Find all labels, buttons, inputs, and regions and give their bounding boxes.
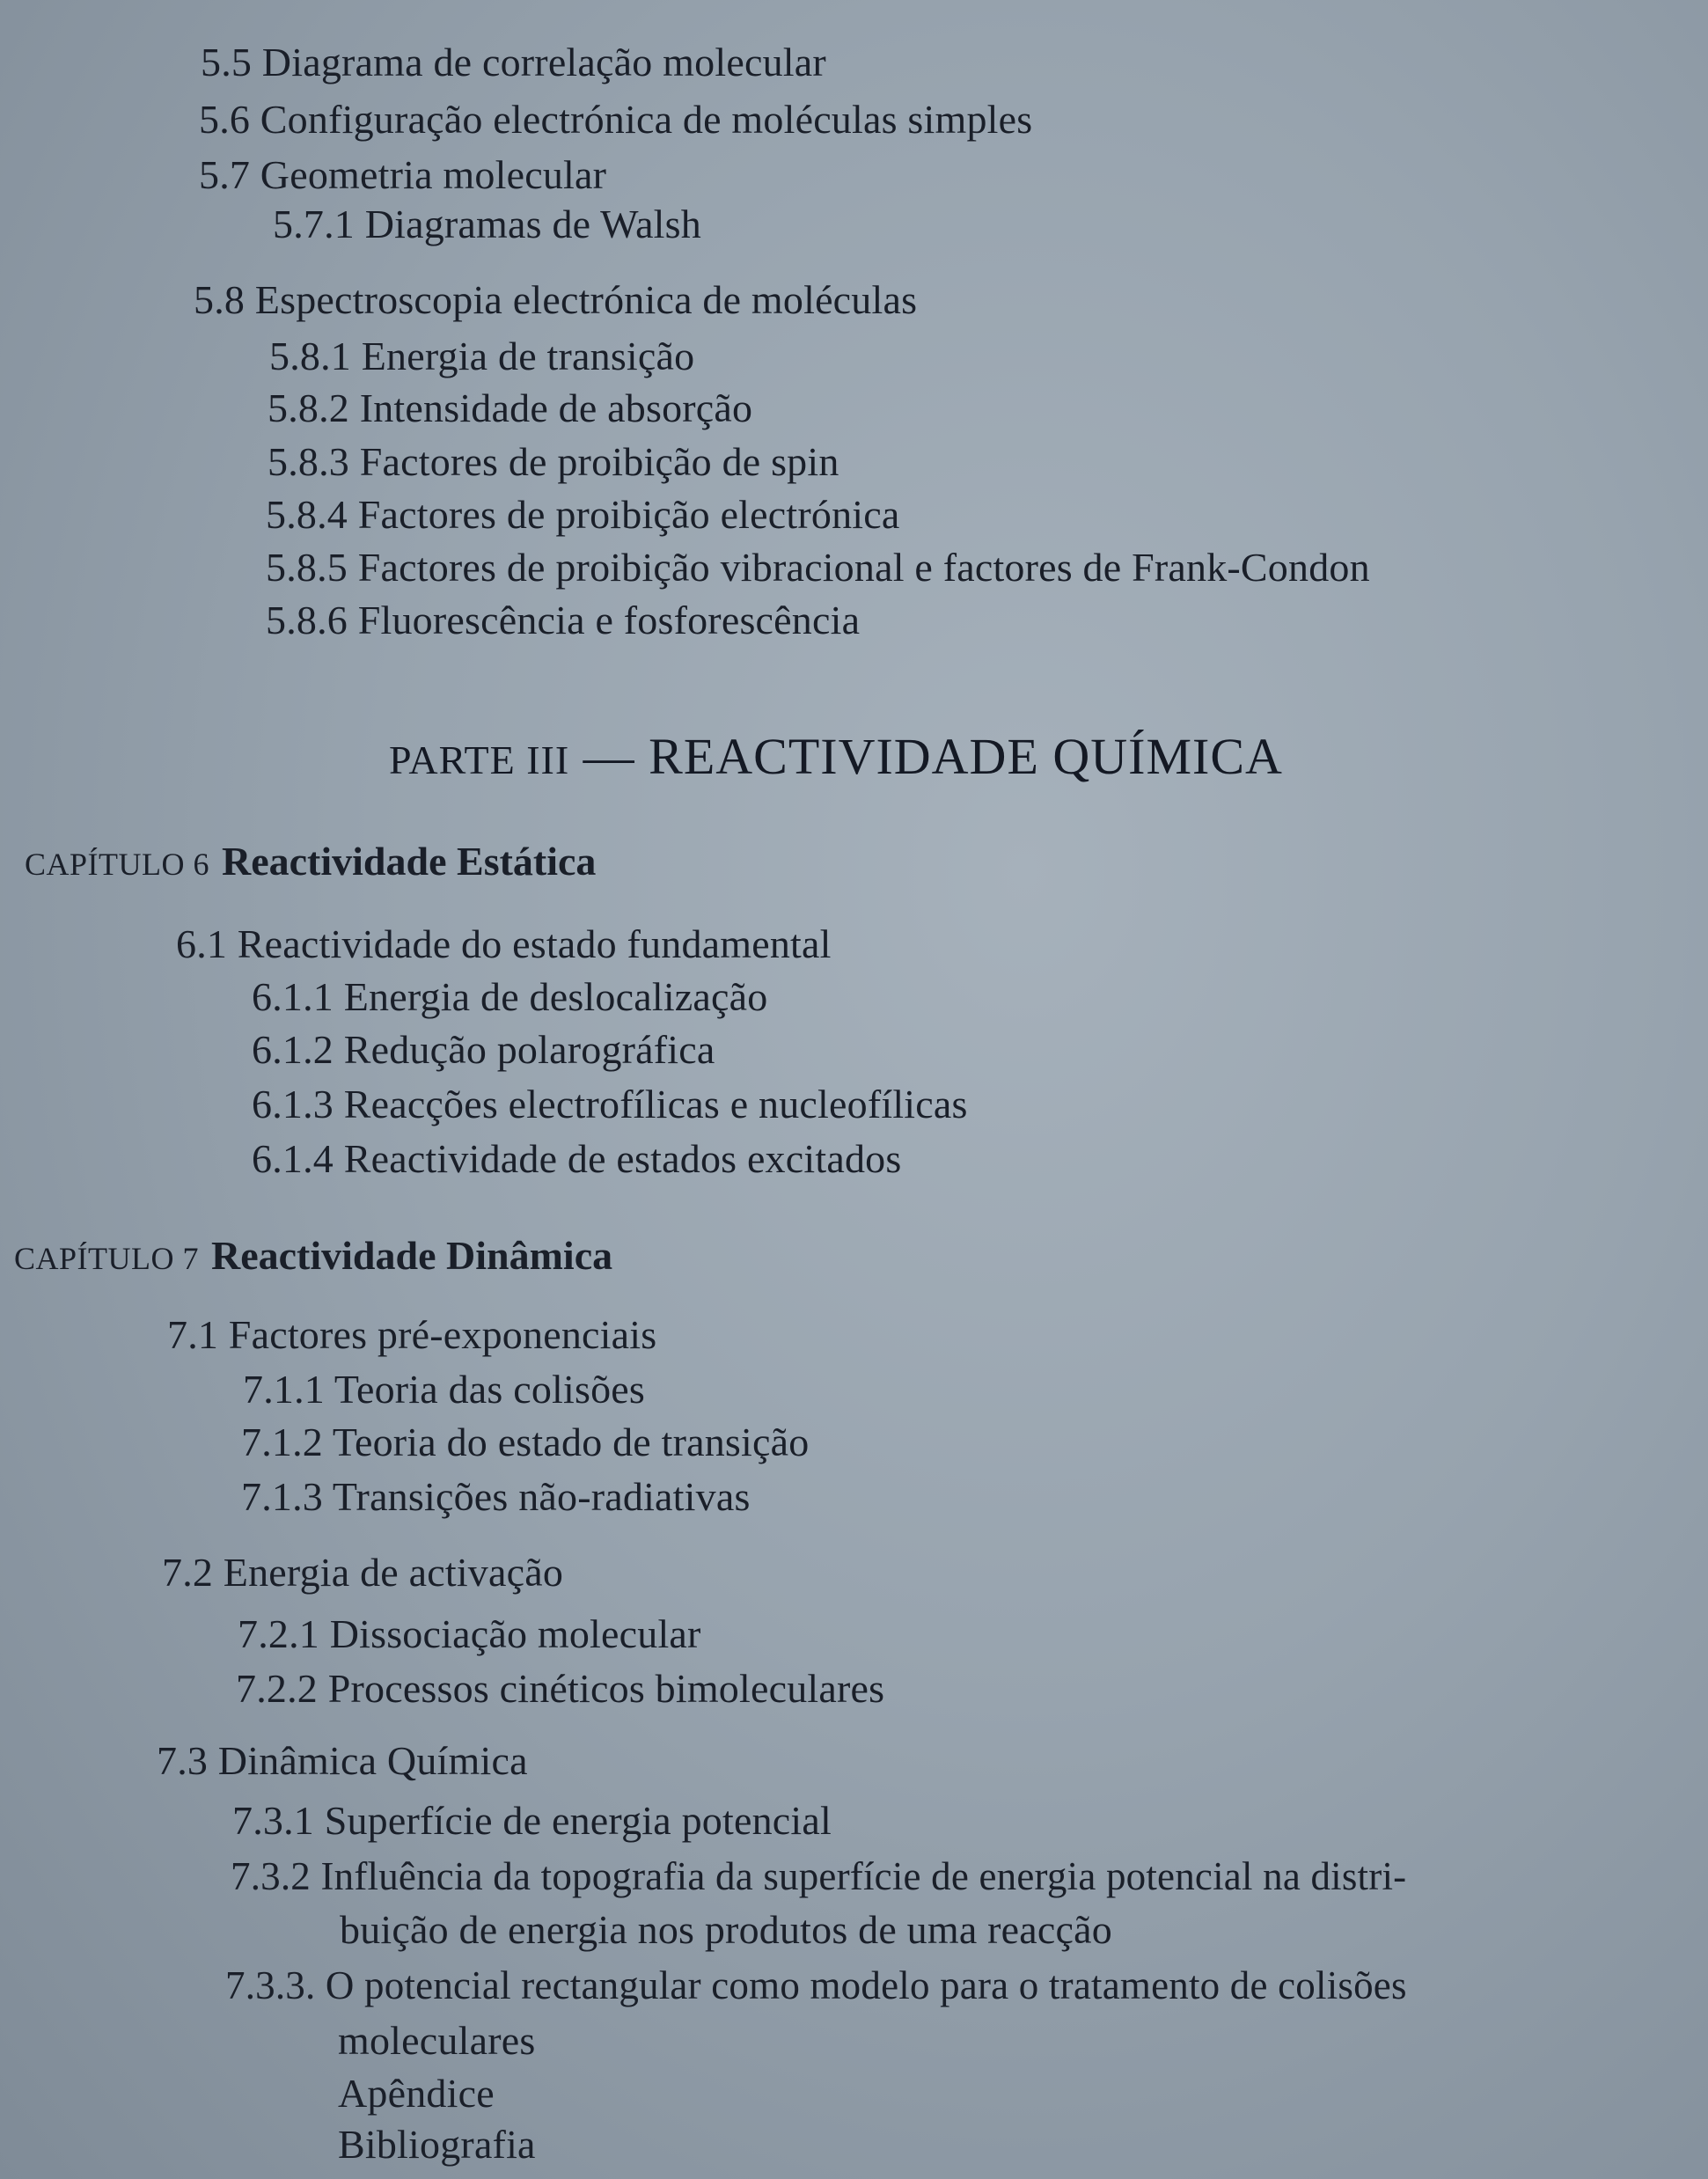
toc-entry-6-1-4: 6.1.4 Reactividade de estados excitados xyxy=(252,1136,902,1181)
toc-entry-7-1-3: 7.1.3 Transições não-radiativas xyxy=(241,1474,751,1519)
part-title xyxy=(389,727,1283,786)
toc-entry-5-8-5: 5.8.5 Factores de proibição vibracional e factores de Frank-Condon xyxy=(266,545,1370,590)
toc-entry-7-3-2-cont: buição de energia nos produtos de uma reacção xyxy=(340,1907,1112,1952)
part-title-rest: — REACTIVIDADE QUÍMICA xyxy=(569,728,1283,785)
toc-entry-7-1-1: 7.1.1 Teoria das colisões xyxy=(243,1367,646,1412)
toc-entry-7-3-3: 7.3.3. O potencial rectangular como modelo para o tratamento de colisões xyxy=(225,1963,1407,2007)
toc-entry-bibliografia: Bibliografia xyxy=(338,2122,536,2167)
toc-entry-7-2: 7.2 Energia de activação xyxy=(162,1550,564,1595)
toc-entry-6-1: 6.1 Reactividade do estado fundamental xyxy=(176,921,832,966)
chapter-6-label: CAPÍTULO 6 xyxy=(25,847,209,882)
toc-entry-5-8-4: 5.8.4 Factores de proibição electrónica xyxy=(266,492,900,537)
chapter-6-title: Reactividade Estática xyxy=(222,839,597,884)
toc-entry-apendice: Apêndice xyxy=(338,2071,495,2116)
toc-entry-6-1-2: 6.1.2 Redução polarográfica xyxy=(252,1027,715,1072)
toc-entry-7-1: 7.1 Factores pré-exponenciais xyxy=(167,1312,657,1357)
toc-entry-5-8-2: 5.8.2 Intensidade de absorção xyxy=(268,385,753,430)
toc-entry-7-3-2: 7.3.2 Influência da topografia da superfície de energia potencial na distri- xyxy=(231,1854,1407,1898)
toc-entry-7-3-1: 7.3.1 Superfície de energia potencial xyxy=(232,1798,832,1843)
toc-entry-5-6: 5.6 Configuração electrónica de moléculas simples xyxy=(199,97,1033,142)
toc-entry-5-7-1: 5.7.1 Diagramas de Walsh xyxy=(273,202,701,246)
toc-entry-5-8-3: 5.8.3 Factores de proibição de spin xyxy=(268,439,839,484)
toc-entry-5-8-6: 5.8.6 Fluorescência e fosforescência xyxy=(266,598,861,642)
chapter-7-title: Reactividade Dinâmica xyxy=(211,1233,613,1278)
toc-entry-7-2-2: 7.2.2 Processos cinéticos bimoleculares xyxy=(236,1666,885,1711)
toc-entry-7-1-2: 7.1.2 Teoria do estado de transição xyxy=(241,1420,810,1464)
toc-entry-5-8-1: 5.8.1 Energia de transição xyxy=(269,334,695,378)
toc-entry-6-1-3: 6.1.3 Reacções electrofílicas e nucleofílicas xyxy=(252,1082,968,1126)
part-title-prefix: PARTE III xyxy=(389,737,570,782)
chapter-6-heading xyxy=(25,838,596,884)
chapter-7-heading xyxy=(14,1232,612,1279)
toc-entry-7-3-3-cont: moleculares xyxy=(338,2018,536,2063)
toc-entry-7-3: 7.3 Dinâmica Química xyxy=(157,1738,528,1783)
toc-entry-7-2-1: 7.2.1 Dissociação molecular xyxy=(238,1611,701,1656)
toc-entry-5-8: 5.8 Espectroscopia electrónica de moléculas xyxy=(194,277,918,322)
toc-entry-5-5: 5.5 Diagrama de correlação molecular xyxy=(201,40,826,84)
toc-entry-6-1-1: 6.1.1 Energia de deslocalização xyxy=(252,974,768,1019)
toc-entry-5-7: 5.7 Geometria molecular xyxy=(199,152,607,197)
chapter-7-label: CAPÍTULO 7 xyxy=(14,1241,199,1276)
